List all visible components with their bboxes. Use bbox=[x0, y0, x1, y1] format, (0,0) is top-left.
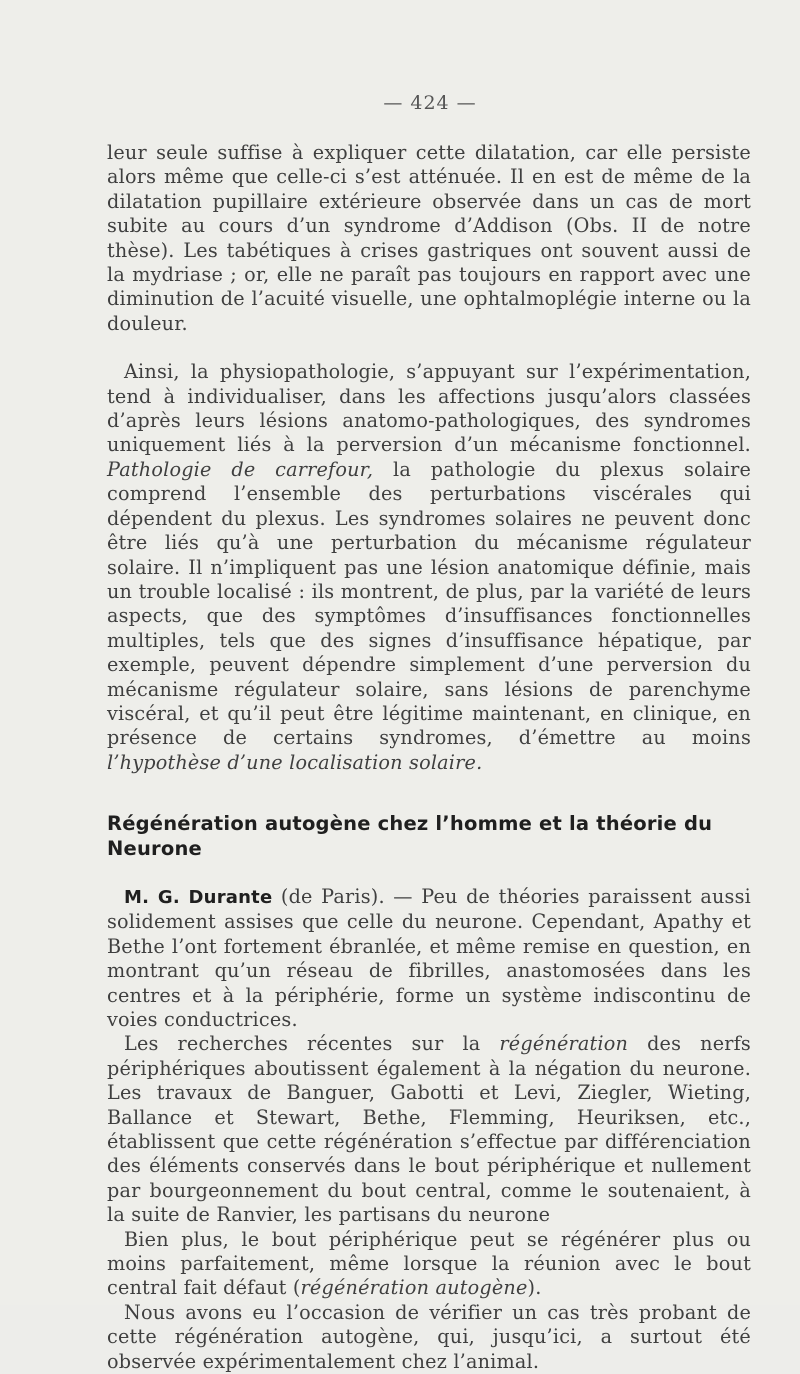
paragraph-3-text: (de Paris). — Peu de théories paraissent aussi solidement assises que celle du neurone. Cependant, Apathy et Bethe l’ont fortement ébranlée, et même remise en question, en montrant qu’un réseau de fibrilles, anastomosées dans les centres et à la périphérie, forme un système indiscontinu de voies conductrices. bbox=[107, 884, 751, 1031]
paragraph-5 bbox=[107, 1228, 751, 1301]
paragraph-4 bbox=[107, 1032, 751, 1227]
paragraph-1: leur seule suffise à expliquer cette dilatation, car elle persiste alors même que celle-ci s’est atténuée. Il en est de même de la dilatation pupillaire extérieure observée dans un cas de mort subite au cours d’un syndrome d’Addison (Obs. II de notre thèse). Les tabétiques à crises gastriques ont souvent aussi de la mydriase ; or, elle ne paraît pas toujours en rapport avec une diminution de l’acuité visuelle, une ophtalmoplégie interne ou la douleur. bbox=[107, 141, 751, 335]
paragraph-5-emphasis: régénération autogène bbox=[300, 1276, 528, 1300]
paragraph-4-emphasis: régénération bbox=[499, 1032, 629, 1056]
paragraph-4-text-a: Les recherches récentes sur la bbox=[124, 1032, 500, 1056]
paragraph-2-emphasis-2: l’hypothèse d’une localisation solaire. bbox=[107, 750, 483, 774]
paragraph-2 bbox=[107, 360, 751, 775]
paragraph-4-text-b: des nerfs périphériques aboutissent également à la négation du neurone. Les travaux de Banguer, Gabotti et Levi, Ziegler, Wieting, Ballance et Stewart, Bethe, Flemming, Heuriksen, etc., établissent que cette régénération s’effectue par différenciation des éléments conservés dans le bout périphérique et nullement par bourgeonnement du bout central, comme le soutenaient, à la suite de Ranvier, les partisans du neurone bbox=[107, 1032, 751, 1227]
section-title: Régénération autogène chez l’homme et la théorie du Neurone bbox=[107, 812, 713, 860]
paragraph-6: Nous avons eu l’occasion de vérifier un cas très probant de cette régénération autogène, qui, jusqu’ici, a surtout été observée expérimentalement chez l’animal. bbox=[107, 1300, 751, 1373]
author-name: M. G. Durante bbox=[124, 886, 273, 908]
paragraph-5-text-a: Bien plus, le bout périphérique peut se régénérer plus ou moins parfaitement, même lorsque la réunion avec le bout central fait défaut ( bbox=[107, 1227, 751, 1300]
page-number: — 424 — bbox=[383, 92, 477, 114]
paragraph-2-text-a: Ainsi, la physiopathologie, s’appuyant sur l’expérimentation, tend à individualiser, dans les affections jusqu’alors classées d’après leurs lésions anatomo-pathologiques, des syndromes uniquement liés à la perversion d’un mécanisme fonctionnel. bbox=[107, 360, 751, 457]
paragraph-2-text-b: la pathologie du plexus solaire comprend l’ensemble des perturbations viscérales qui dépendent du plexus. Les syndromes solaires ne peuvent donc être liés qu’à une perturbation du mécanisme régulateur solaire. Il n’impliquent pas une lésion anatomique définie, mais un trouble localisé : ils montrent, de plus, par la variété de leurs aspects, que des symptômes d’insuffisances fonctionnelles multiples, tels que des signes d’insuffisance hépatique, par exemple, peuvent dépendre simplement d’une perversion du mécanisme régulateur solaire, sans lésions de parenchyme viscéral, et qu’il peut être légitime maintenant, en clinique, en présence de certains syndromes, d’émettre au moins bbox=[107, 457, 752, 750]
paragraph-3 bbox=[107, 885, 751, 1032]
paragraph-2-emphasis-1: Pathologie de carrefour, bbox=[107, 457, 374, 481]
page-body bbox=[107, 141, 751, 1374]
paragraph-5-text-b: ). bbox=[527, 1276, 542, 1300]
